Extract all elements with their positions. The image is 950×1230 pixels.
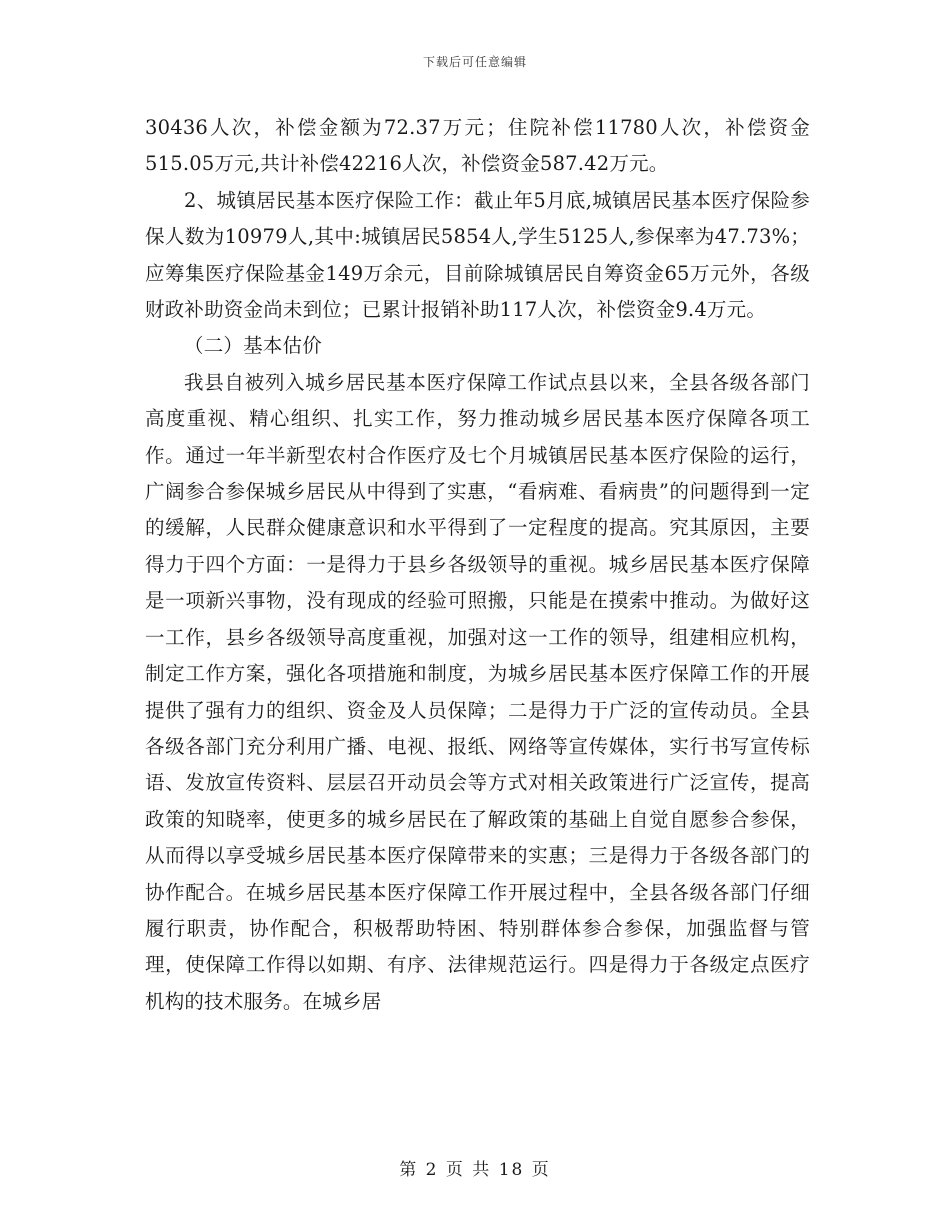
page-header: 下载后可任意编辑: [422, 55, 527, 69]
paragraph-compensation-summary: 30436人次，补偿金额为72.37万元；住院补偿11780人次，补偿资金515.05万元,共计补偿42216人次，补偿资金587.42万元。: [145, 116, 810, 176]
paragraph-evaluation-body: 我县自被列入城乡居民基本医疗保障工作试点县以来，全县各级各部门高度重视、精心组织、扎实工作，努力推动城乡居民基本医疗保障各项工作。通过一年半新型农村合作医疗及七个月城镇居民基本医疗保险的运行，广阔参合参保城乡居民从中得到了实惠，“看病难、看病贵”的问题得到一定的缓解，人民群众健康意识和水平得到了一定程度的提高。究其原因，主要得力于四个方面：一是得力于县乡各级领导的重视。城乡居民基本医疗保障是一项新兴事物，没有现成的经验可照搬，只能是在摸索中推动。为做好这一工作，县乡各级领导高度重视，加强对这一工作的领导，组建相应机构，制定工作方案，强化各项措施和制度，为城乡居民基本医疗保障工作的开展提供了强有力的组织、资金及人员保障；二是得力于广泛的宣传动员。全县各级各部门充分利用广播、电视、报纸、网络等宣传媒体，实行书写宣传标语、发放宣传资料、层层召开动员会等方式对相关政策进行广泛宣传，提高政策的知晓率，使更多的城乡居民在了解政策的基础上自觉自愿参合参保，从而得以享受城乡居民基本医疗保障带来的实惠；三是得力于各级各部门的协作配合。在城乡居民基本医疗保障工作开展过程中，全县各级各部门仔细履行职责，协作配合，积极帮助特困、特别群体参合参保，加强监督与管理，使保障工作得以如期、有序、法律规范运行。四是得力于各级定点医疗机构的技术服务。在城乡居: [145, 370, 810, 1013]
paragraph-urban-insurance: 2、城镇居民基本医疗保险工作：截止年5月底,城镇居民基本医疗保险参保人数为10979人,其中:城镇居民5854人,学生5125人,参保率为47.73%；应筹集医疗保险基金149万余元，目前除城镇居民自筹资金65万元外，各级财政补助资金尚未到位；已累计报销补助117人次，补偿资金9.4万元。: [145, 188, 810, 322]
document-body: [145, 110, 810, 1020]
section-title-basic-evaluation: （二）基本估价: [184, 334, 322, 358]
page-footer: 第 2 页 共 18 页: [399, 1160, 551, 1180]
